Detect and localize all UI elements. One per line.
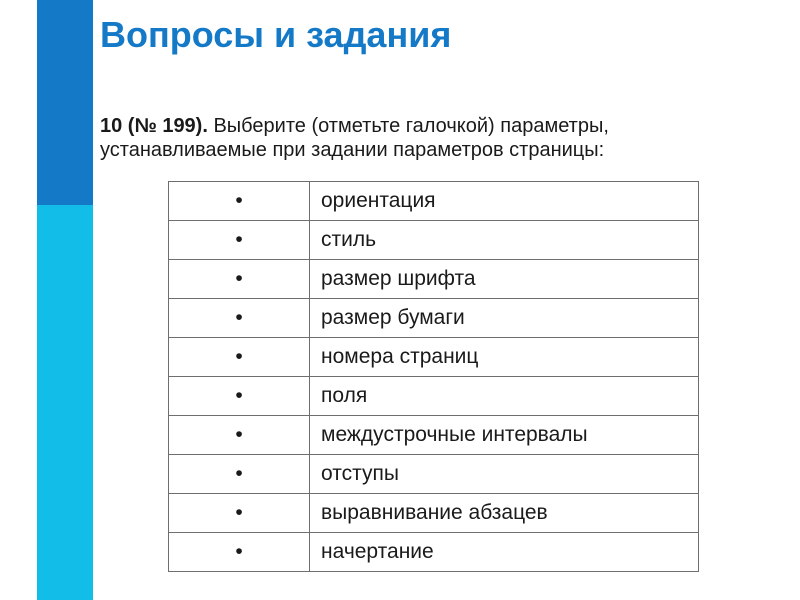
option-row bbox=[169, 533, 699, 572]
option-row bbox=[169, 299, 699, 338]
option-checkbox-cell[interactable]: • bbox=[169, 221, 310, 260]
option-label: ориентация bbox=[310, 182, 699, 221]
option-row bbox=[169, 416, 699, 455]
option-row bbox=[169, 338, 699, 377]
option-label: поля bbox=[310, 377, 699, 416]
side-bar-light bbox=[37, 205, 93, 600]
option-label: стиль bbox=[310, 221, 699, 260]
option-row bbox=[169, 455, 699, 494]
option-checkbox-cell[interactable]: • bbox=[169, 494, 310, 533]
option-row bbox=[169, 182, 699, 221]
option-label: начертание bbox=[310, 533, 699, 572]
option-checkbox-cell[interactable]: • bbox=[169, 299, 310, 338]
option-label: номера страниц bbox=[310, 338, 699, 377]
option-checkbox-cell[interactable]: • bbox=[169, 338, 310, 377]
task-statement bbox=[100, 114, 740, 162]
option-checkbox-cell[interactable]: • bbox=[169, 533, 310, 572]
option-row bbox=[169, 221, 699, 260]
option-label: отступы bbox=[310, 455, 699, 494]
option-checkbox-cell[interactable]: • bbox=[169, 182, 310, 221]
option-checkbox-cell[interactable]: • bbox=[169, 455, 310, 494]
option-row bbox=[169, 494, 699, 533]
option-row bbox=[169, 377, 699, 416]
slide-title: Вопросы и задания bbox=[100, 14, 452, 55]
option-row bbox=[169, 260, 699, 299]
option-checkbox-cell[interactable]: • bbox=[169, 377, 310, 416]
option-label: выравнивание абзацев bbox=[310, 494, 699, 533]
side-bar-dark bbox=[37, 0, 93, 205]
option-checkbox-cell[interactable]: • bbox=[169, 416, 310, 455]
task-number: 10 (№ 199). bbox=[100, 115, 208, 137]
option-label: междустрочные интервалы bbox=[310, 416, 699, 455]
options-table bbox=[168, 181, 699, 572]
option-label: размер шрифта bbox=[310, 260, 699, 299]
option-checkbox-cell[interactable]: • bbox=[169, 260, 310, 299]
option-label: размер бумаги bbox=[310, 299, 699, 338]
task-text: Выберите (отметьте галочкой) параметры, устанавливаемые при задании параметров страницы: bbox=[100, 115, 609, 161]
